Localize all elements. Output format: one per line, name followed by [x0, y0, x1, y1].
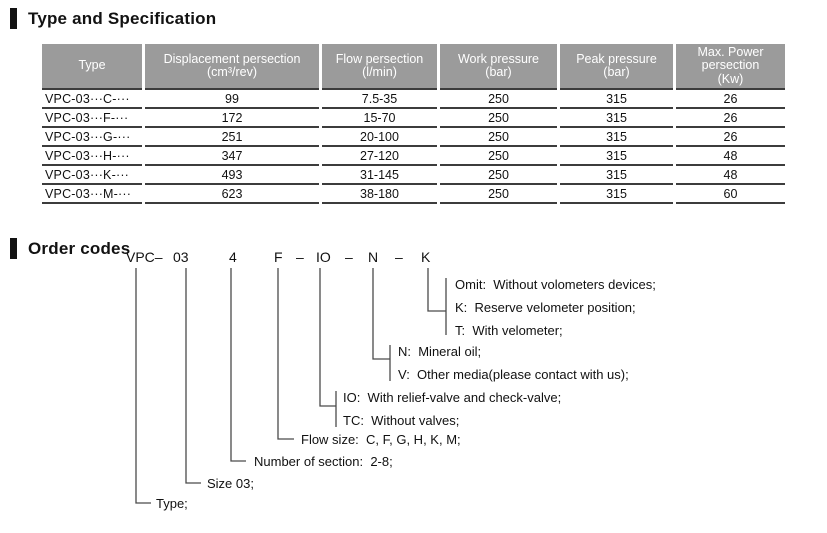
table-cell: 315 [560, 109, 673, 128]
annotation-number-of-section: Number of section: 2-8; [254, 454, 393, 469]
table-header-work-pressure: Work pressure (bar) [440, 44, 557, 88]
table-row [42, 128, 785, 147]
table-cell: 347 [145, 147, 319, 166]
connector-flow-size [278, 268, 294, 439]
table-cell: 250 [440, 147, 557, 166]
section-title: Type and Specification [28, 8, 217, 28]
order-code-dash: – [296, 249, 304, 265]
order-code-token-size: 03 [173, 249, 189, 265]
table-cell: 250 [440, 88, 557, 109]
table-cell: VPC-03···G-··· [42, 128, 142, 147]
order-code-token-velometer: K [421, 249, 431, 265]
table-cell: 315 [560, 88, 673, 109]
annotation-media-n: N: Mineral oil; [398, 344, 482, 359]
table-cell: 31-145 [322, 166, 437, 185]
annotation-valves-tc: TC: Without valves; [343, 413, 460, 428]
order-code-token-flow: F [274, 249, 283, 265]
table-cell: 250 [440, 185, 557, 204]
table-row [42, 109, 785, 128]
table-cell: 38-180 [322, 185, 437, 204]
table-cell: 493 [145, 166, 319, 185]
table-cell: 48 [676, 147, 785, 166]
table-cell: VPC-03···C-··· [42, 88, 142, 109]
table-cell: 315 [560, 128, 673, 147]
spec-table [42, 44, 785, 204]
table-cell: 251 [145, 128, 319, 147]
section-marker-bar [10, 238, 17, 259]
annotation-size: Size 03; [207, 476, 254, 491]
annotation-flow-size: Flow size: C, F, G, H, K, M; [301, 432, 461, 447]
table-header-displacement: Displacement persection (cm³/rev) [145, 44, 319, 88]
table-cell: 250 [440, 166, 557, 185]
table-cell: VPC-03···H-··· [42, 147, 142, 166]
connector-velometer [428, 268, 446, 311]
table-row [42, 185, 785, 204]
annotation-velometer-omit: Omit: Without volometers devices; [455, 277, 656, 292]
table-cell: 315 [560, 166, 673, 185]
table-cell: VPC-03···K-··· [42, 166, 142, 185]
order-code-token-vpc: VPC– [126, 249, 163, 265]
table-cell: 15-70 [322, 109, 437, 128]
table-row [42, 166, 785, 185]
table-header-peak-pressure: Peak pressure (bar) [560, 44, 673, 88]
table-cell: 60 [676, 185, 785, 204]
table-cell: VPC-03···M-··· [42, 185, 142, 204]
table-cell: 26 [676, 128, 785, 147]
section-marker-bar [10, 8, 17, 29]
table-cell: 99 [145, 88, 319, 109]
order-code-dash: – [395, 249, 403, 265]
table-cell: 315 [560, 147, 673, 166]
annotation-media-v: V: Other media(please contact with us); [398, 367, 629, 382]
table-cell: 250 [440, 109, 557, 128]
connector-type [136, 268, 151, 503]
table-cell: 7.5-35 [322, 88, 437, 109]
connector-valves [320, 268, 336, 406]
table-cell: 172 [145, 109, 319, 128]
table-cell: 27-120 [322, 147, 437, 166]
table-header-max-power: Max. Power persection (Kw) [676, 44, 785, 88]
annotation-velometer-k: K: Reserve velometer position; [455, 300, 636, 315]
annotation-valves-io: IO: With relief-valve and check-valve; [343, 390, 562, 405]
annotation-type: Type; [156, 496, 188, 511]
table-cell: 623 [145, 185, 319, 204]
table-row [42, 88, 785, 109]
table-cell: 26 [676, 88, 785, 109]
table-header-flow: Flow persection (l/min) [322, 44, 437, 88]
spec-table-header [42, 44, 785, 88]
table-cell: 48 [676, 166, 785, 185]
order-code-token-valves: IO [316, 249, 331, 265]
table-header-type: Type [42, 44, 142, 88]
order-code-token-sections: 4 [229, 249, 237, 265]
table-cell: 26 [676, 109, 785, 128]
order-code-dash: – [345, 249, 353, 265]
connector-sections [231, 268, 246, 461]
connector-media [373, 268, 390, 359]
table-cell: 315 [560, 185, 673, 204]
annotation-velometer-t: T: With velometer; [455, 323, 563, 338]
table-cell: 250 [440, 128, 557, 147]
table-cell: VPC-03···F-··· [42, 109, 142, 128]
section-type-and-specification [10, 8, 216, 29]
connector-size [186, 268, 201, 483]
section-order-codes [10, 238, 130, 259]
table-cell: 20-100 [322, 128, 437, 147]
section-title: Order codes [28, 238, 131, 258]
order-code-token-media: N [368, 249, 379, 265]
table-row [42, 147, 785, 166]
